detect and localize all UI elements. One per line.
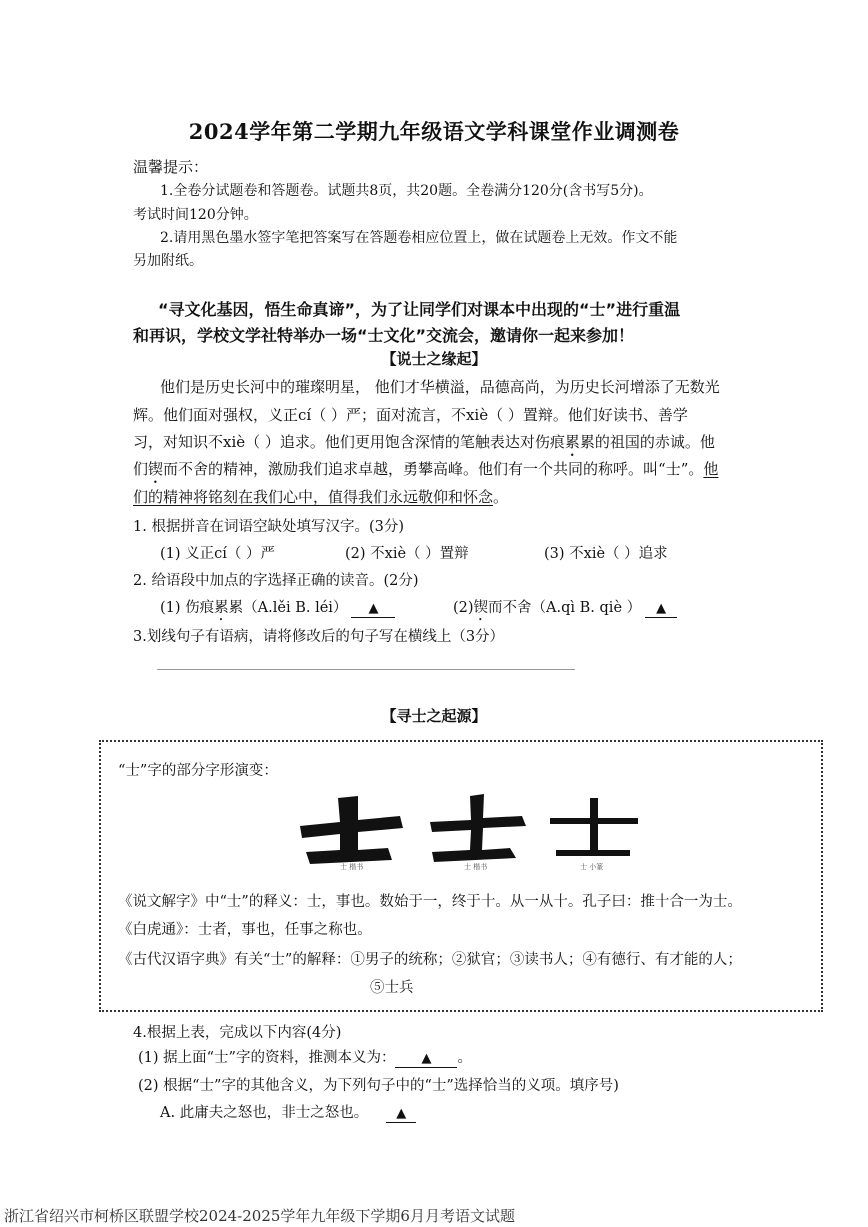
box-line1: 《说文解字》中“士”的释义：士，事也。数始于一，终于十。从一从十。孔子曰：推十合一为士。 [118,894,742,910]
box-line3: 《古代汉语字典》有关“士”的解释：①男子的统称；②狱官；③读书人；④有德行、有才能的人； [118,952,742,968]
glyph-1-caption: 士 楷书 [340,863,364,871]
q2-part1-blank[interactable] [351,600,395,618]
q2-stem: 2. 给语段中加点的字选择正确的读音。(2分) [133,573,419,589]
glyph-image-1 [300,790,405,870]
glyph-2-svg [428,790,528,870]
section1-p4 [133,458,718,487]
q2-part1 [160,596,395,624]
warm-tip-line2: 2.请用黑色墨水签字笔把答案写在答题卷相应位置上，做在试题卷上无效。作文不能 [160,230,678,246]
triangle-icon: ▲ [421,1051,432,1066]
p4-dotted-char: 锲 [148,460,164,478]
p4-underlined: 他 [703,460,719,478]
q2-part2-pre: (2) [453,600,474,616]
glyph-image-2 [428,790,528,870]
q2-part1-dotted: 累 [214,600,229,616]
q2-part2 [453,596,677,624]
box-title: “士”字的部分字形演变： [118,763,278,779]
q2-part2-blank[interactable] [645,600,677,618]
box-line4: ⑤士兵 [370,980,414,996]
q2-part1-pre: (1) 伤痕 [160,600,215,616]
q2-part1-post: 累（A.lěi B. léi） [228,600,348,616]
q4-sub1 [138,1046,472,1068]
section1-p1: 他们是历史长河中的璀璨明星， 他们才华横溢，品德高尚，为历史长河增添了无数光 [160,378,720,396]
warm-tip-label: 温馨提示： [133,158,209,176]
q1-opt3: (3) 不xiè（ ）追求 [544,546,668,562]
triangle-icon: ▲ [656,601,667,616]
page-title: 2024学年第二学期九年级语文学科课堂作业调测卷 [188,119,680,144]
q4-sub1-blank[interactable] [395,1050,457,1068]
box-line2: 《白虎通》：士者，事也，任事之称也。 [118,922,372,938]
section1-p2: 辉。他们面对强权，义正cí（ ）严；面对流言，不xiè（ ）置辩。他们好读书、善学 [133,406,688,424]
q3-answer-line[interactable] [157,669,575,670]
warm-tip-line2b: 另加附纸。 [133,253,203,269]
p5-underlined: 们的精神将铭刻在我们心中，值得我们永远敬仰和怀念 [133,488,494,506]
p3-text-b: 累的祖国的赤诚。他 [579,433,715,451]
q4-sub1-text: (1) 据上面“士”字的资料，推测本义为： [138,1050,396,1066]
glyph-3-caption: 士 小篆 [580,863,604,871]
triangle-icon: ▲ [396,1106,407,1121]
section1-p5 [133,486,508,507]
p3-text-a: 习，对知识不xiè（ ）追求。他们更用饱含深情的笔触表达对伤痕 [133,433,565,451]
q4-item-a-blank[interactable] [386,1105,416,1123]
glyph-info-box [99,740,823,1012]
q1-stem: 1. 根据拼音在词语空缺处填写汉字。(3分) [133,519,404,535]
q2-part2-dotted: 锲 [473,600,489,616]
q4-item-a-text: A. 此庸夫之怒也，非士之怒也。 [160,1105,369,1121]
q3-stem: 3.划线句子有语病，请将修改后的句子写在横线上（3分） [133,629,505,645]
warm-tip-line1b: 考试时间120分钟。 [133,207,258,223]
intro-line1: “寻文化基因，悟生命真谛”，为了让同学们对课本中出现的“士”进行重温 [158,300,681,319]
footer-source: 浙江省绍兴市柯桥区联盟学校2024-2025学年九年级下学期6月月考语文试题 [4,1207,515,1225]
q4-stem: 4.根据上表，完成以下内容(4分) [133,1025,342,1041]
intro-line2: 和再识，学校文学社特举办一场“士文化”交流会，邀请你一起来参加！ [133,326,635,345]
q4-sub1-end: 。 [457,1050,472,1066]
glyph-3-svg [546,790,642,870]
section1-heading: 【说士之缘起】 [381,350,487,368]
glyph-2-caption: 士 楷书 [464,863,488,871]
q1-opt1: (1) 义正cí（ ）严 [160,546,276,562]
q2-part2-post: 而不舍（A.qì B. qiè ） [488,600,642,616]
glyph-1-svg [300,790,405,870]
q4-sub2: (2) 根据“士”字的其他含义，为下列句子中的“士”选择恰当的义项。填序号) [138,1078,619,1094]
section2-heading: 【寻士之起源】 [381,707,487,725]
p3-dotted-char: 累 [564,433,580,451]
triangle-icon: ▲ [368,601,379,616]
p5-end: 。 [493,488,509,506]
glyph-image-3 [546,790,642,870]
p4-text-b: 而不舍的精神，激励我们追求卓越，勇攀高峰。他们有一个共同的称呼。叫“士”。 [163,460,704,478]
p4-text-a: 们 [133,460,149,478]
q4-item-a [160,1101,416,1123]
warm-tip-line1: 1.全卷分试题卷和答题卷。试题共8页，共20题。全卷满分120分(含书写5分)。 [160,183,653,199]
section1-p3 [133,431,715,460]
q1-opt2: (2) 不xiè（ ）置辩 [345,546,469,562]
